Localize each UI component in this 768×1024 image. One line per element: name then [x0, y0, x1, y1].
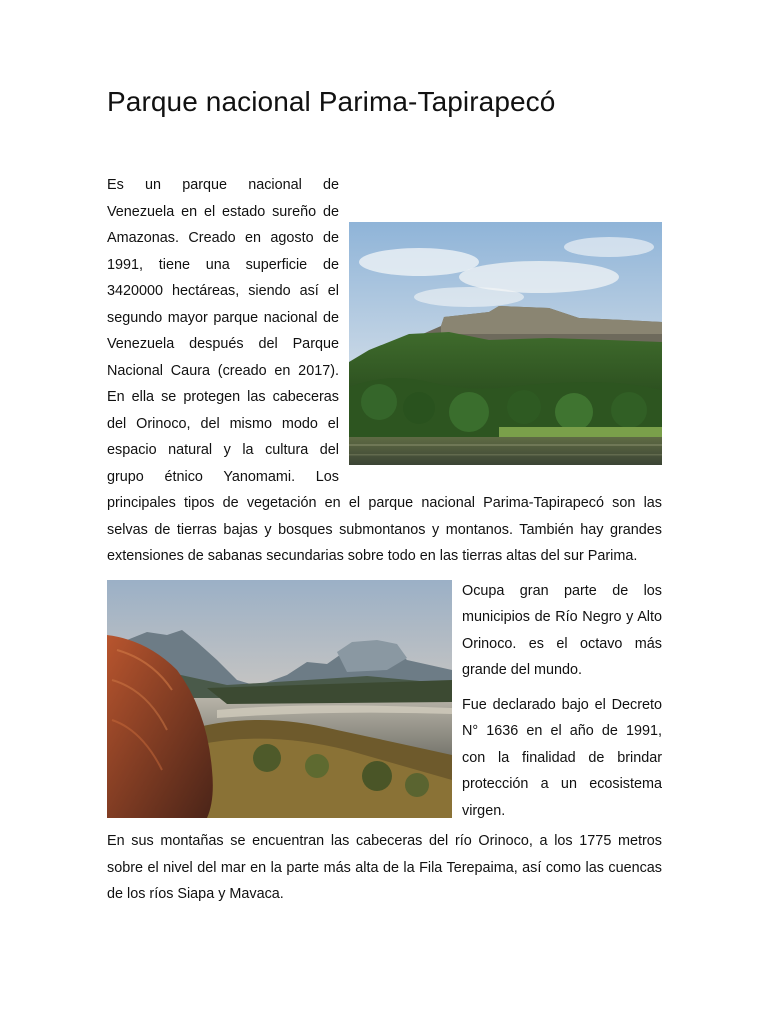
photo-tepui-river [349, 222, 662, 465]
paragraph-decreto: Fue declarado bajo el Decreto N° 1636 en el año de 1991, con la finalidad de brindar protección a un ecosistema virgen. [462, 696, 662, 819]
document-body [107, 172, 662, 908]
page-title: Parque nacional Parima-Tapirapecó [107, 86, 556, 117]
paragraph-montanas: En sus montañas se encuentran las cabeceras del río Orinoco, a los 1775 metros sobre el nivel del mar en la parte más alta de la Fila Terepaima, así como las cuencas de los ríos Siapa y Mavaca. [107, 833, 662, 902]
paragraph-municipios: Ocupa gran parte de los municipios de Río Negro y Alto Orinoco. es el octavo más grande del mundo. [462, 582, 662, 678]
paragraph-intro: Es un parque nacional de Venezuela en el estado sureño de Amazonas. Creado en agosto de 1991, tiene una superficie de 3420000 hectáreas, siendo así el segundo mayor parque nacional de Venezuela después del Parque Nacional Caura (creado en 2017). En ella se protegen las cabeceras del Orinoco, del mismo modo el espacio natural y la cultura del grupo étnico Yanomami. Los principales tipos de vegetación en el parque nacional Parima-Tapirapecó son las selvas de tierras bajas y bosques submontanos y montanos. También hay grandes extensiones de sabanas secundarias sobre todo en las tierras altas del sur Parima. [107, 177, 662, 564]
photo-river-sunset [107, 580, 452, 818]
